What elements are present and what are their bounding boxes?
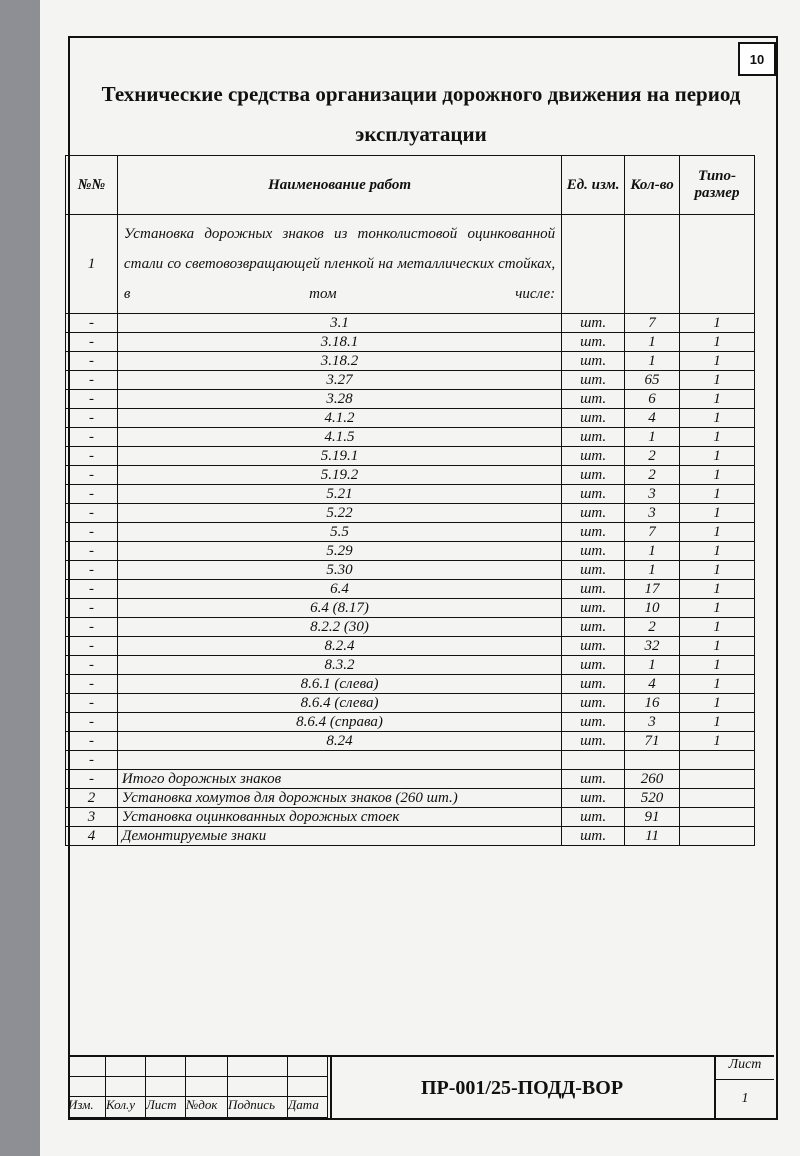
row-unit: шт. [562,561,625,580]
row-num: - [66,447,118,466]
row-qty: 6 [625,390,680,409]
table-row [66,542,755,561]
table-row [66,713,755,732]
row-type: 1 [680,580,755,599]
row-name: 5.21 [117,485,561,504]
row-type: 1 [680,485,755,504]
row-type [680,808,755,827]
sheet-number: 1 [741,1091,749,1106]
stamp-cell [146,1057,186,1077]
row-unit: шт. [562,827,625,846]
row-name: 5.19.2 [117,466,561,485]
row-num: - [66,352,118,371]
row-qty: 3 [625,713,680,732]
row-num: 1 [66,215,118,314]
row-num: - [66,675,118,694]
row-qty: 16 [625,694,680,713]
row-num: - [66,751,118,770]
row-unit [562,215,625,314]
row-name: 5.30 [117,561,561,580]
stamp-cell [186,1077,228,1097]
row-qty: 520 [625,789,680,808]
table-row-item1 [66,215,755,314]
row-type: 1 [680,428,755,447]
row-name: 5.19.1 [117,447,561,466]
row-qty: 1 [625,656,680,675]
row-type: 1 [680,637,755,656]
row-name: 6.4 [117,580,561,599]
row-num: 4 [66,827,118,846]
stamp-cell [288,1057,328,1077]
table-row [66,523,755,542]
row-qty: 7 [625,314,680,333]
row-unit: шт. [562,409,625,428]
row-num: - [66,390,118,409]
row-qty: 32 [625,637,680,656]
row-type [680,789,755,808]
row-num: - [66,485,118,504]
table-row [66,808,755,827]
row-qty: 17 [625,580,680,599]
header-num: №№ [66,156,118,215]
table-row [66,485,755,504]
row-type: 1 [680,713,755,732]
row-type: 1 [680,352,755,371]
row-name: 8.6.1 (слева) [117,675,561,694]
stamp-cell [228,1057,288,1077]
row-unit: шт. [562,333,625,352]
row-qty: 2 [625,618,680,637]
row-num: 2 [66,789,118,808]
row-name: 8.2.4 [117,637,561,656]
page-number: 10 [738,42,776,76]
row-num: - [66,713,118,732]
row-name: Установка оцинкованных дорожных стоек [117,808,561,827]
row-qty: 1 [625,542,680,561]
row-name: 3.1 [117,314,561,333]
row-num: - [66,561,118,580]
row-qty: 2 [625,466,680,485]
row-type: 1 [680,675,755,694]
header-unit: Ед. изм. [562,156,625,215]
row-num: - [66,770,118,789]
row-qty [625,751,680,770]
document-title-line1: Технические средства организации дорожного движения на период [101,82,741,106]
row-qty: 91 [625,808,680,827]
row-num: - [66,580,118,599]
table-row [66,694,755,713]
row-name: 3.18.1 [117,333,561,352]
stamp-label: Дата [288,1097,328,1118]
row-qty: 4 [625,409,680,428]
row-qty: 2 [625,447,680,466]
sheet-box [714,1057,774,1120]
row-num: - [66,732,118,751]
table-row [66,466,755,485]
row-name [117,751,561,770]
row-type: 1 [680,447,755,466]
table-row [66,580,755,599]
row-name: 8.6.4 (слева) [117,694,561,713]
row-unit: шт. [562,770,625,789]
row-type: 1 [680,732,755,751]
table-row [66,599,755,618]
stamp-cell [106,1057,146,1077]
row-num: - [66,599,118,618]
row-unit: шт. [562,637,625,656]
stamp-cell [68,1077,106,1097]
row-num: - [66,637,118,656]
row-qty: 1 [625,561,680,580]
row-unit: шт. [562,428,625,447]
row-num: - [66,618,118,637]
row-qty: 3 [625,504,680,523]
row-qty: 11 [625,827,680,846]
row-unit: шт. [562,732,625,751]
row-name: Установка дорожных знаков из тонколистовой оцинкованной стали со световозвращающей пленкой на металлических стойках, в том числе: [117,215,561,314]
row-qty: 7 [625,523,680,542]
row-type: 1 [680,333,755,352]
row-num: - [66,428,118,447]
row-name: 5.5 [117,523,561,542]
row-name: 8.2.2 (30) [117,618,561,637]
table-row [66,314,755,333]
row-num: - [66,656,118,675]
stamp-cell [68,1057,106,1077]
table-row [66,409,755,428]
row-name: 3.18.2 [117,352,561,371]
table-row [66,789,755,808]
works-table [65,155,755,846]
row-num: - [66,333,118,352]
row-qty: 1 [625,428,680,447]
row-num: - [66,409,118,428]
row-qty: 260 [625,770,680,789]
table-row [66,675,755,694]
row-num: - [66,371,118,390]
row-type: 1 [680,466,755,485]
row-type: 1 [680,523,755,542]
table-row [66,447,755,466]
row-name: 4.1.5 [117,428,561,447]
row-name: 6.4 (8.17) [117,599,561,618]
row-num: - [66,314,118,333]
row-qty: 4 [625,675,680,694]
row-type: 1 [680,618,755,637]
row-type: 1 [680,694,755,713]
table-row [66,561,755,580]
table-row [66,333,755,352]
table-row [66,827,755,846]
row-unit: шт. [562,656,625,675]
table-row [66,770,755,789]
header-name: Наименование работ [117,156,561,215]
row-name: 8.3.2 [117,656,561,675]
stamp-cell [146,1077,186,1097]
title-block [68,1055,774,1120]
row-qty: 71 [625,732,680,751]
row-unit: шт. [562,580,625,599]
row-name: 5.22 [117,504,561,523]
row-type [680,215,755,314]
row-type: 1 [680,599,755,618]
stamp-cell [186,1057,228,1077]
row-qty [625,215,680,314]
table-row [66,751,755,770]
row-name: Установка хомутов для дорожных знаков (260 шт.) [117,789,561,808]
table-row [66,618,755,637]
stamp-label: №док [186,1097,228,1118]
table-row [66,352,755,371]
row-unit: шт. [562,485,625,504]
row-unit: шт. [562,504,625,523]
row-type: 1 [680,314,755,333]
row-unit: шт. [562,618,625,637]
row-type: 1 [680,371,755,390]
row-num: 3 [66,808,118,827]
row-num: - [66,523,118,542]
row-unit: шт. [562,599,625,618]
document-title-line2: эксплуатации [355,122,487,146]
row-qty: 65 [625,371,680,390]
stamp-label: Подпись [228,1097,288,1118]
row-type: 1 [680,542,755,561]
row-unit: шт. [562,808,625,827]
document-code: ПР-001/25-ПОДД-ВОР [330,1057,712,1120]
row-unit: шт. [562,789,625,808]
row-num: - [66,542,118,561]
table-row [66,732,755,751]
row-name: Демонтируемые знаки [117,827,561,846]
row-type [680,751,755,770]
row-type: 1 [680,409,755,428]
row-type: 1 [680,561,755,580]
row-type: 1 [680,390,755,409]
table-row [66,428,755,447]
row-unit: шт. [562,352,625,371]
row-name: 3.27 [117,371,561,390]
row-unit [562,751,625,770]
row-name: 5.29 [117,542,561,561]
row-qty: 1 [625,333,680,352]
row-unit: шт. [562,713,625,732]
row-unit: шт. [562,694,625,713]
row-type: 1 [680,656,755,675]
row-qty: 1 [625,352,680,371]
row-unit: шт. [562,675,625,694]
row-unit: шт. [562,447,625,466]
stamp-label: Лист [146,1097,186,1118]
table-row [66,390,755,409]
row-type [680,770,755,789]
row-type [680,827,755,846]
stamp-label: Кол.у [106,1097,146,1118]
table-row [66,371,755,390]
stamp-cell [106,1077,146,1097]
header-type: Типо-размер [680,156,755,215]
row-name: 8.6.4 (справа) [117,713,561,732]
row-unit: шт. [562,523,625,542]
row-unit: шт. [562,314,625,333]
row-num: - [66,694,118,713]
row-name: 8.24 [117,732,561,751]
table-row [66,656,755,675]
row-unit: шт. [562,466,625,485]
row-unit: шт. [562,390,625,409]
stamp-cell [228,1077,288,1097]
row-num: - [66,466,118,485]
stamp-label: Изм. [68,1097,106,1118]
table-row [66,504,755,523]
row-qty: 3 [625,485,680,504]
row-type: 1 [680,504,755,523]
row-name: Итого дорожных знаков [117,770,561,789]
header-qty: Кол-во [625,156,680,215]
row-qty: 10 [625,599,680,618]
table-row [66,637,755,656]
row-name: 4.1.2 [117,409,561,428]
row-unit: шт. [562,542,625,561]
revision-grid [68,1057,328,1118]
stamp-cell [288,1077,328,1097]
row-num: - [66,504,118,523]
row-name: 3.28 [117,390,561,409]
row-unit: шт. [562,371,625,390]
sheet-label: Лист [716,1057,774,1080]
